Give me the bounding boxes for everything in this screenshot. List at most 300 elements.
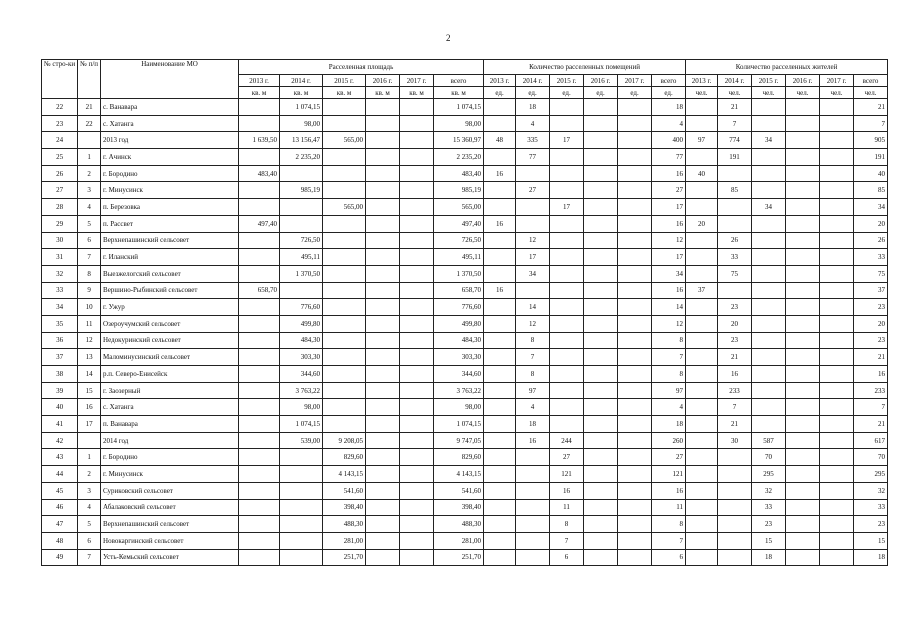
area-cell: 539,00: [280, 432, 323, 449]
area-cell: 1 074,15: [280, 416, 323, 433]
people-cell: [752, 232, 786, 249]
rooms-cell: [618, 516, 652, 533]
rooms-cell: 17: [550, 132, 584, 149]
area-cell: 251,70: [323, 549, 366, 566]
area-cell: 15 360,97: [434, 132, 484, 149]
area-cell: 398,40: [323, 499, 366, 516]
area-cell: [366, 99, 400, 116]
area-cell: 497,40: [239, 215, 280, 232]
area-cell: 495,11: [280, 249, 323, 266]
people-cell: [820, 199, 854, 216]
area-cell: 565,00: [434, 199, 484, 216]
area-cell: [239, 399, 280, 416]
rooms-cell: [484, 115, 516, 132]
rooms-cell: [584, 182, 618, 199]
area-cell: 303,30: [434, 349, 484, 366]
pp-number-cell: [78, 132, 101, 149]
area-cell: [366, 416, 400, 433]
rooms-cell: 17: [516, 249, 550, 266]
people-cell: [820, 215, 854, 232]
area-cell: [280, 532, 323, 549]
people-cell: [820, 182, 854, 199]
area-cell: 776,60: [434, 299, 484, 316]
rooms-cell: [584, 416, 618, 433]
rooms-cell: 4: [652, 115, 686, 132]
people-cell: [786, 382, 820, 399]
row-number-cell: 24: [42, 132, 78, 149]
area-cell: [400, 466, 434, 483]
area-cell: [280, 499, 323, 516]
rooms-cell: [618, 449, 652, 466]
area-cell: 3 763,22: [280, 382, 323, 399]
header-group-people: Количество расселенных жителей: [686, 60, 888, 75]
row-number-cell: 27: [42, 182, 78, 199]
rooms-cell: 8: [652, 366, 686, 383]
rooms-cell: [584, 432, 618, 449]
area-cell: [280, 199, 323, 216]
rooms-cell: 48: [484, 132, 516, 149]
pp-number-cell: 2: [78, 466, 101, 483]
people-cell: 70: [854, 449, 888, 466]
area-cell: [280, 215, 323, 232]
people-cell: 20: [854, 315, 888, 332]
rooms-cell: 7: [516, 349, 550, 366]
people-cell: [686, 466, 718, 483]
rooms-cell: [584, 449, 618, 466]
people-cell: 15: [854, 532, 888, 549]
mo-name-cell: с. Ванавара: [101, 99, 239, 116]
pp-number-cell: 1: [78, 149, 101, 166]
people-cell: [786, 516, 820, 533]
header-unit: чел.: [854, 87, 888, 99]
row-number-cell: 29: [42, 215, 78, 232]
rooms-cell: [484, 399, 516, 416]
area-cell: 829,60: [323, 449, 366, 466]
area-cell: [239, 499, 280, 516]
people-cell: 21: [718, 349, 752, 366]
rooms-cell: [550, 115, 584, 132]
rooms-cell: 8: [652, 332, 686, 349]
people-cell: [718, 549, 752, 566]
people-cell: [820, 549, 854, 566]
area-cell: 497,40: [434, 215, 484, 232]
row-number-cell: 36: [42, 332, 78, 349]
people-cell: [752, 249, 786, 266]
area-cell: [366, 549, 400, 566]
people-cell: [752, 416, 786, 433]
area-cell: [239, 332, 280, 349]
rooms-cell: [484, 366, 516, 383]
people-cell: [820, 149, 854, 166]
area-cell: [323, 382, 366, 399]
people-cell: [686, 516, 718, 533]
header-unit: кв. м: [323, 87, 366, 99]
people-cell: 16: [718, 366, 752, 383]
rooms-cell: 12: [652, 232, 686, 249]
row-number-cell: 33: [42, 282, 78, 299]
people-cell: [786, 549, 820, 566]
mo-name-cell: п. Березовка: [101, 199, 239, 216]
rooms-cell: [618, 549, 652, 566]
people-cell: 7: [854, 115, 888, 132]
header-pp-number: № п/п: [78, 60, 101, 99]
area-cell: [366, 382, 400, 399]
rooms-cell: 16: [652, 165, 686, 182]
people-cell: [718, 165, 752, 182]
mo-name-cell: Суриковский сельсовет: [101, 482, 239, 499]
people-cell: [686, 232, 718, 249]
rooms-cell: 8: [550, 516, 584, 533]
rooms-cell: [618, 382, 652, 399]
rooms-cell: [484, 466, 516, 483]
table-row: [42, 549, 888, 566]
row-number-cell: 41: [42, 416, 78, 433]
rooms-cell: [484, 516, 516, 533]
pp-number-cell: 8: [78, 265, 101, 282]
area-cell: [400, 399, 434, 416]
rooms-cell: [550, 182, 584, 199]
rooms-cell: 4: [516, 399, 550, 416]
rooms-cell: 16: [484, 165, 516, 182]
people-cell: [752, 149, 786, 166]
area-cell: [366, 516, 400, 533]
people-cell: 33: [854, 499, 888, 516]
people-cell: [686, 149, 718, 166]
pp-number-cell: 3: [78, 182, 101, 199]
people-cell: 97: [686, 132, 718, 149]
rooms-cell: [550, 315, 584, 332]
rooms-cell: 4: [652, 399, 686, 416]
rooms-cell: [618, 299, 652, 316]
header-unit: чел.: [718, 87, 752, 99]
rooms-cell: 12: [516, 232, 550, 249]
area-cell: [239, 149, 280, 166]
area-cell: [323, 282, 366, 299]
table-row: [42, 282, 888, 299]
people-cell: [752, 265, 786, 282]
people-cell: [820, 349, 854, 366]
rooms-cell: 12: [516, 315, 550, 332]
pp-number-cell: 9: [78, 282, 101, 299]
area-cell: [366, 366, 400, 383]
pp-number-cell: 14: [78, 366, 101, 383]
people-cell: [686, 499, 718, 516]
people-cell: [820, 366, 854, 383]
mo-name-cell: 2013 год: [101, 132, 239, 149]
people-cell: [686, 199, 718, 216]
mo-name-cell: г. Иланский: [101, 249, 239, 266]
area-cell: 495,11: [434, 249, 484, 266]
people-cell: [752, 182, 786, 199]
area-cell: [323, 416, 366, 433]
area-cell: [323, 165, 366, 182]
rooms-cell: [584, 399, 618, 416]
area-cell: [239, 382, 280, 399]
rooms-cell: [618, 349, 652, 366]
table-row: [42, 399, 888, 416]
rooms-cell: [584, 232, 618, 249]
rooms-cell: [584, 265, 618, 282]
rooms-cell: [516, 499, 550, 516]
table-row: [42, 249, 888, 266]
pp-number-cell: 13: [78, 349, 101, 366]
mo-name-cell: г. Минусинск: [101, 182, 239, 199]
rooms-cell: 11: [550, 499, 584, 516]
mo-name-cell: Выезжелогский сельсовет: [101, 265, 239, 282]
table-row: [42, 366, 888, 383]
rooms-cell: 34: [516, 265, 550, 282]
rooms-cell: 27: [652, 182, 686, 199]
area-cell: [323, 149, 366, 166]
people-cell: 85: [854, 182, 888, 199]
rooms-cell: [484, 232, 516, 249]
rooms-cell: 16: [484, 215, 516, 232]
header-year: всего: [854, 75, 888, 87]
people-cell: 33: [752, 499, 786, 516]
rooms-cell: [618, 482, 652, 499]
area-cell: 303,30: [280, 349, 323, 366]
rooms-cell: [584, 115, 618, 132]
rooms-cell: [584, 532, 618, 549]
header-unit: чел.: [786, 87, 820, 99]
area-cell: [366, 115, 400, 132]
row-number-cell: 48: [42, 532, 78, 549]
rooms-cell: [550, 265, 584, 282]
people-cell: 18: [854, 549, 888, 566]
people-cell: [686, 315, 718, 332]
area-cell: 499,80: [434, 315, 484, 332]
area-cell: 13 156,47: [280, 132, 323, 149]
mo-name-cell: Верхнепашинский сельсовет: [101, 516, 239, 533]
rooms-cell: [618, 466, 652, 483]
area-cell: [323, 99, 366, 116]
area-cell: [323, 115, 366, 132]
area-cell: 98,00: [280, 399, 323, 416]
header-unit: кв. м: [280, 87, 323, 99]
area-cell: [239, 532, 280, 549]
header-unit: ед.: [550, 87, 584, 99]
header-unit: ед.: [516, 87, 550, 99]
rooms-cell: 18: [652, 99, 686, 116]
people-cell: [752, 282, 786, 299]
header-mo-name: Наименование МО: [101, 60, 239, 99]
area-cell: [280, 516, 323, 533]
people-cell: [786, 232, 820, 249]
row-number-cell: 47: [42, 516, 78, 533]
area-cell: [366, 466, 400, 483]
area-cell: [323, 215, 366, 232]
table-row: [42, 115, 888, 132]
header-unit: чел.: [820, 87, 854, 99]
area-cell: 3 763,22: [434, 382, 484, 399]
row-number-cell: 49: [42, 549, 78, 566]
area-cell: [400, 265, 434, 282]
table-row: [42, 432, 888, 449]
area-cell: [400, 382, 434, 399]
header-year: 2015 г.: [752, 75, 786, 87]
rooms-cell: 16: [484, 282, 516, 299]
people-cell: 191: [718, 149, 752, 166]
header-unit: чел.: [752, 87, 786, 99]
rooms-cell: 97: [652, 382, 686, 399]
rooms-cell: [618, 399, 652, 416]
people-cell: [820, 382, 854, 399]
rooms-cell: 34: [652, 265, 686, 282]
header-year: 2016 г.: [366, 75, 400, 87]
mo-name-cell: г. Бородино: [101, 449, 239, 466]
people-cell: 295: [854, 466, 888, 483]
area-cell: [400, 416, 434, 433]
rooms-cell: [550, 165, 584, 182]
people-cell: 295: [752, 466, 786, 483]
header-year: всего: [434, 75, 484, 87]
table-row: [42, 482, 888, 499]
area-cell: 344,60: [280, 366, 323, 383]
people-cell: [686, 349, 718, 366]
rooms-cell: [484, 449, 516, 466]
area-cell: [239, 99, 280, 116]
people-cell: [820, 315, 854, 332]
rooms-cell: 16: [652, 282, 686, 299]
rooms-cell: [484, 99, 516, 116]
people-cell: [686, 399, 718, 416]
area-cell: 4 143,15: [323, 466, 366, 483]
rooms-cell: [484, 382, 516, 399]
rooms-cell: [516, 549, 550, 566]
mo-name-cell: г. Ужур: [101, 299, 239, 316]
people-cell: [686, 249, 718, 266]
rooms-cell: [584, 366, 618, 383]
row-number-cell: 30: [42, 232, 78, 249]
people-cell: [786, 449, 820, 466]
rooms-cell: [516, 482, 550, 499]
rooms-cell: [618, 199, 652, 216]
area-cell: 565,00: [323, 199, 366, 216]
rooms-cell: [584, 165, 618, 182]
people-cell: [786, 115, 820, 132]
people-cell: [786, 532, 820, 549]
people-cell: 33: [718, 249, 752, 266]
people-cell: [718, 499, 752, 516]
table-row: [42, 516, 888, 533]
header-unit: чел.: [686, 87, 718, 99]
table-row: [42, 232, 888, 249]
area-cell: 98,00: [280, 115, 323, 132]
mo-name-cell: Озероучумский сельсовет: [101, 315, 239, 332]
rooms-cell: [618, 165, 652, 182]
rooms-cell: [550, 349, 584, 366]
mo-name-cell: Усть-Кемьский сельсовет: [101, 549, 239, 566]
area-cell: [366, 199, 400, 216]
area-cell: [366, 499, 400, 516]
header-unit: ед.: [484, 87, 516, 99]
rooms-cell: [584, 382, 618, 399]
people-cell: [820, 416, 854, 433]
rooms-cell: [584, 215, 618, 232]
area-cell: 483,40: [239, 165, 280, 182]
table-row: [42, 149, 888, 166]
people-cell: [752, 215, 786, 232]
rooms-cell: [584, 199, 618, 216]
mo-name-cell: п. Рассвет: [101, 215, 239, 232]
rooms-cell: [550, 149, 584, 166]
pp-number-cell: 5: [78, 516, 101, 533]
rooms-cell: [484, 249, 516, 266]
rooms-cell: [484, 332, 516, 349]
rooms-cell: [584, 332, 618, 349]
people-cell: [686, 299, 718, 316]
people-cell: 587: [752, 432, 786, 449]
rooms-cell: [618, 332, 652, 349]
people-cell: [752, 366, 786, 383]
area-cell: 2 235,20: [434, 149, 484, 166]
area-cell: 829,60: [434, 449, 484, 466]
header-unit: кв. м: [434, 87, 484, 99]
area-cell: [239, 315, 280, 332]
people-cell: 37: [686, 282, 718, 299]
people-cell: [718, 215, 752, 232]
row-number-cell: 28: [42, 199, 78, 216]
people-cell: 20: [854, 215, 888, 232]
area-cell: [366, 432, 400, 449]
rooms-cell: 12: [652, 315, 686, 332]
area-cell: 541,60: [434, 482, 484, 499]
rooms-cell: [584, 349, 618, 366]
mo-name-cell: с. Хатанга: [101, 399, 239, 416]
people-cell: [820, 449, 854, 466]
people-cell: 37: [854, 282, 888, 299]
row-number-cell: 22: [42, 99, 78, 116]
rooms-cell: 17: [550, 199, 584, 216]
area-cell: [323, 399, 366, 416]
rooms-cell: 27: [652, 449, 686, 466]
people-cell: [820, 249, 854, 266]
people-cell: 7: [718, 399, 752, 416]
mo-name-cell: 2014 год: [101, 432, 239, 449]
area-cell: [366, 132, 400, 149]
area-cell: [239, 516, 280, 533]
rooms-cell: [618, 282, 652, 299]
area-cell: [239, 115, 280, 132]
people-cell: [786, 199, 820, 216]
pp-number-cell: 11: [78, 315, 101, 332]
area-cell: [323, 315, 366, 332]
area-cell: [239, 449, 280, 466]
area-cell: 398,40: [434, 499, 484, 516]
area-cell: 541,60: [323, 482, 366, 499]
area-cell: [400, 516, 434, 533]
rooms-cell: 7: [652, 349, 686, 366]
area-cell: 1 370,50: [280, 265, 323, 282]
people-cell: 7: [854, 399, 888, 416]
table-row: [42, 132, 888, 149]
rooms-cell: 17: [652, 199, 686, 216]
area-cell: [280, 482, 323, 499]
area-cell: [400, 115, 434, 132]
rooms-cell: 6: [652, 549, 686, 566]
people-cell: [786, 332, 820, 349]
row-number-cell: 34: [42, 299, 78, 316]
area-cell: [366, 282, 400, 299]
people-cell: [786, 299, 820, 316]
rooms-cell: [484, 549, 516, 566]
people-cell: 21: [854, 416, 888, 433]
row-number-cell: 35: [42, 315, 78, 332]
area-cell: [366, 449, 400, 466]
area-cell: [280, 466, 323, 483]
area-cell: 658,70: [239, 282, 280, 299]
pp-number-cell: 10: [78, 299, 101, 316]
